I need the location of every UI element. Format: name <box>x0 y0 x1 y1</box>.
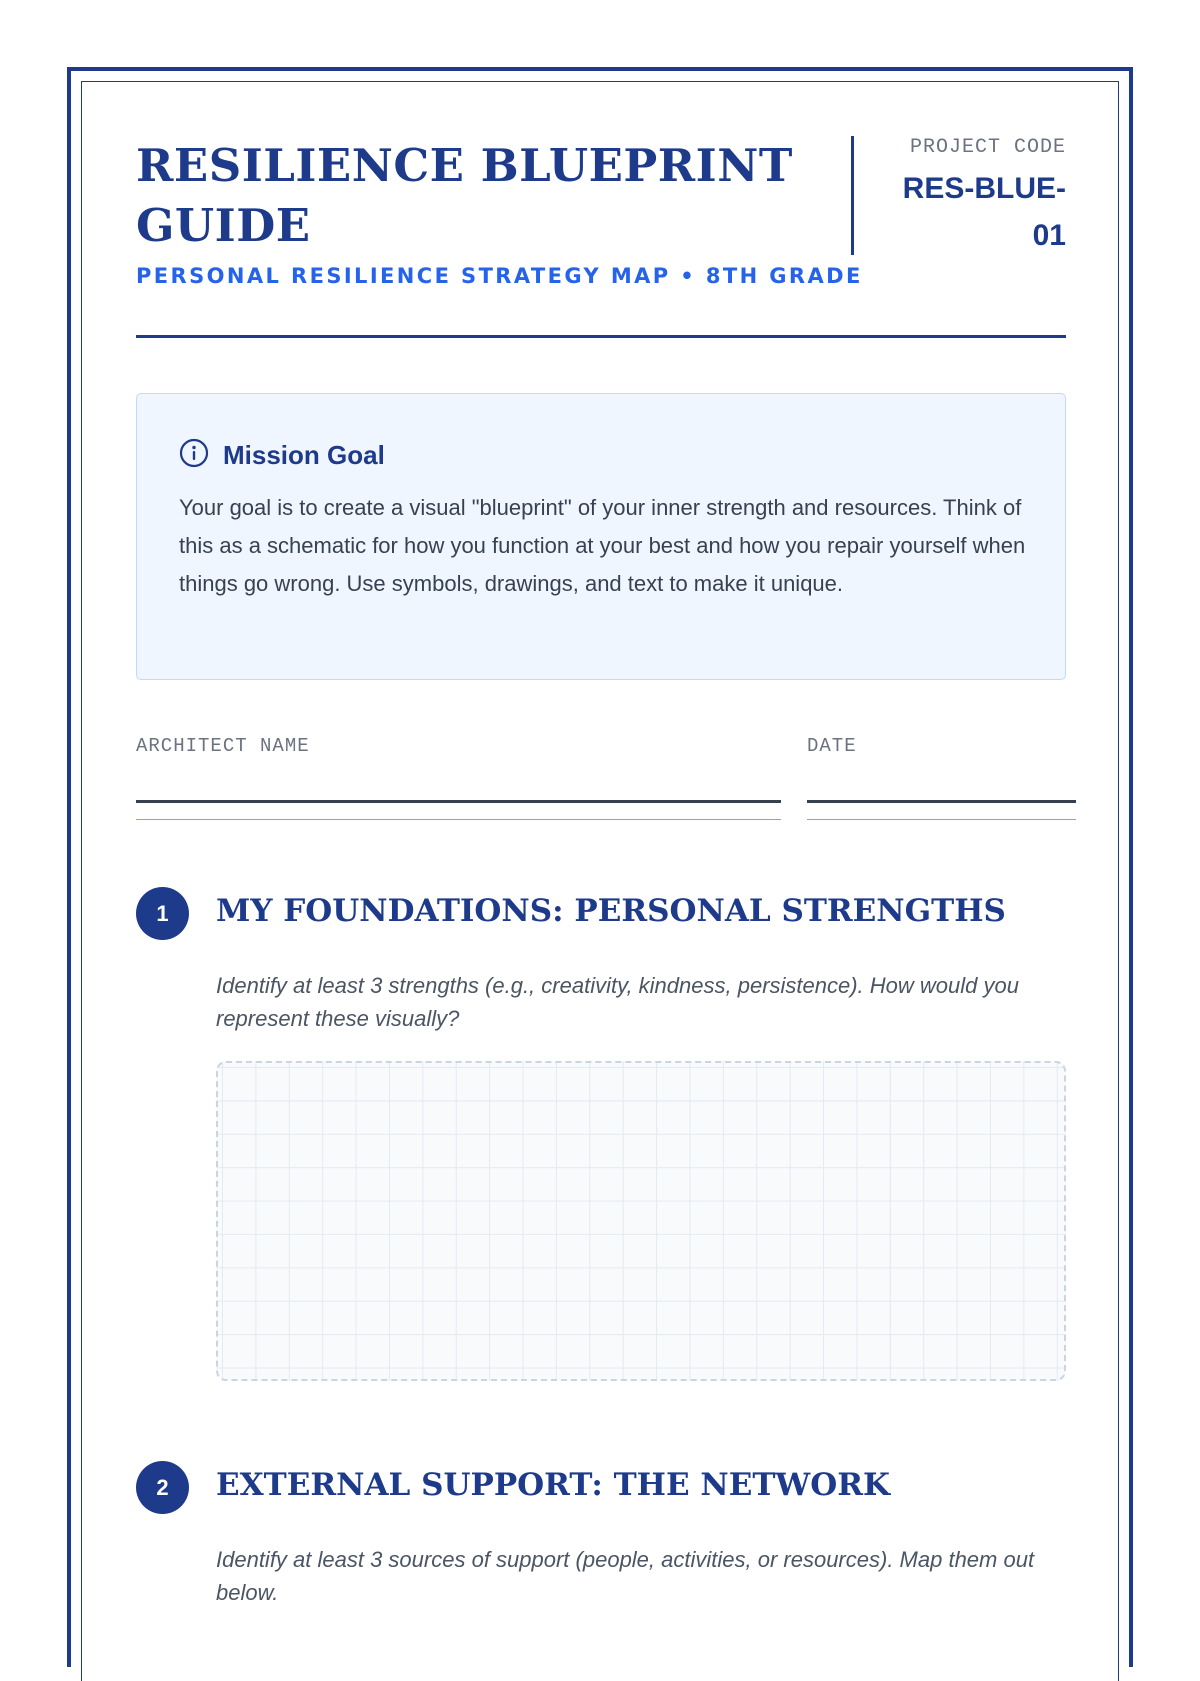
date-label: DATE <box>807 735 857 757</box>
page-title: RESILIENCE BLUEPRINT GUIDE <box>136 139 793 252</box>
date-field[interactable] <box>807 800 1076 820</box>
section-title: MY FOUNDATIONS: PERSONAL STRENGTHS <box>216 893 1006 929</box>
section-number-badge: 2 <box>136 1461 189 1514</box>
section-description: Identify at least 3 strengths (e.g., creativity, kindness, persistence). How would you represent these visually? <box>216 973 1019 1031</box>
mission-callout <box>136 393 1066 680</box>
architect-name-field[interactable] <box>136 800 781 820</box>
header-divider <box>851 136 854 255</box>
strengths-drawing-area[interactable] <box>216 1061 1066 1381</box>
section-description: Identify at least 3 sources of support (people, activities, or resources). Map them out below. <box>216 1547 1035 1605</box>
section-number-badge: 1 <box>136 887 189 940</box>
header-rule <box>136 335 1066 338</box>
project-code-value: RES-BLUE-01 <box>902 172 1066 252</box>
info-circle-icon <box>179 438 209 473</box>
page-border-inner <box>81 81 1119 1681</box>
project-code-label: PROJECT CODE <box>909 136 1066 159</box>
section-title: EXTERNAL SUPPORT: THE NETWORK <box>216 1467 890 1503</box>
mission-title: Mission Goal <box>223 440 385 470</box>
mission-header <box>179 438 385 473</box>
architect-name-label: ARCHITECT NAME <box>136 735 310 757</box>
mission-body: Your goal is to create a visual "blueprint" of your inner strength and resources. Think of this as a schematic for how you function at your best and how you repair yourself when things go wrong. Use symbols, drawings, and text to make it unique. <box>179 495 1026 596</box>
page-subtitle: PERSONAL RESILIENCE STRATEGY MAP • 8TH GRADE <box>136 264 863 288</box>
